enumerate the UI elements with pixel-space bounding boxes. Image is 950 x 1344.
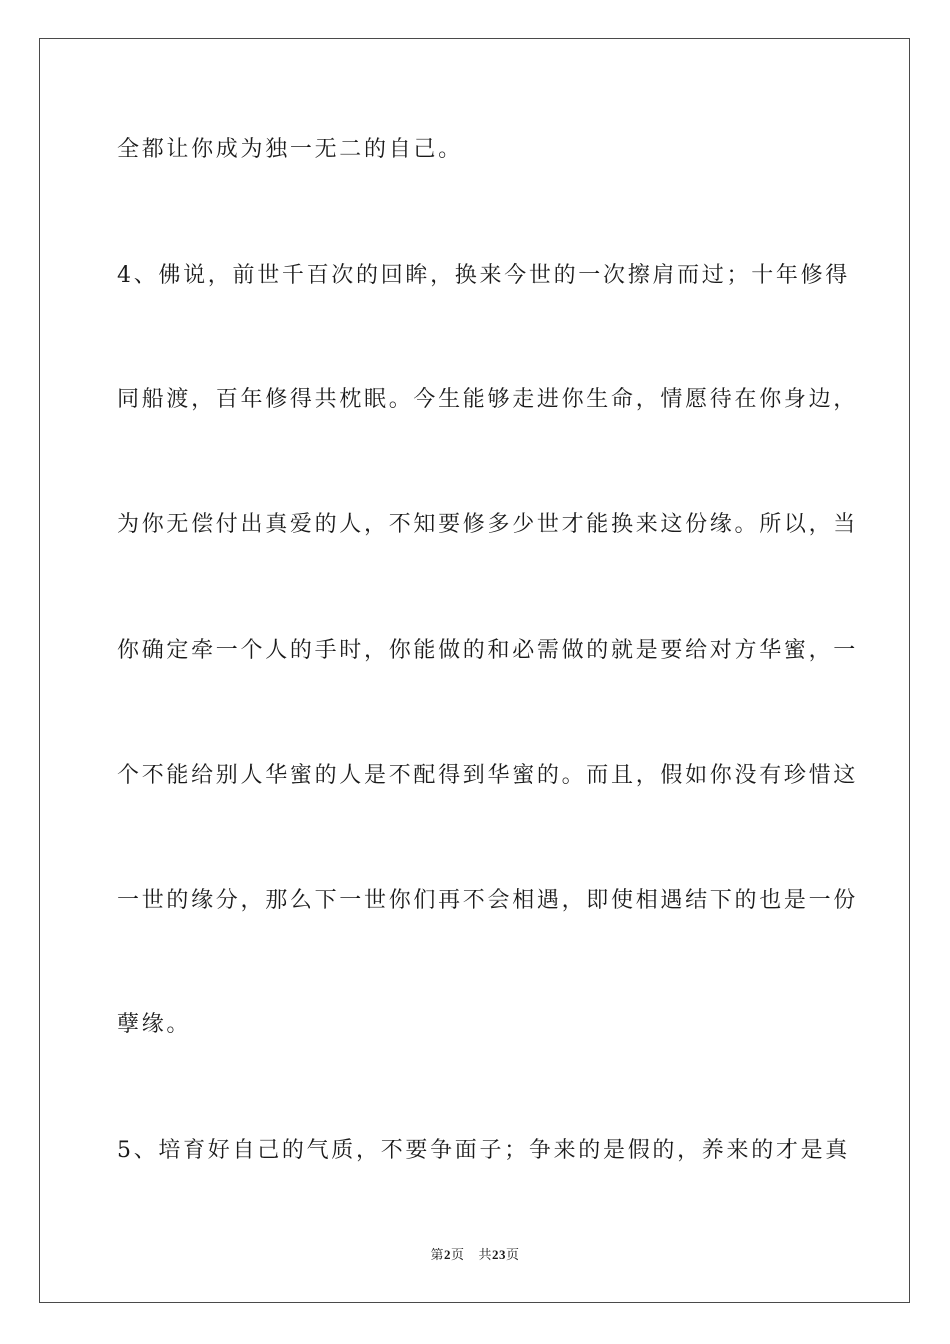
text-line: 个不能给别人华蜜的人是不配得到华蜜的。而且，假如你没有珍惜这 (117, 763, 859, 788)
footer-total-suffix: 页 (505, 1248, 520, 1263)
page-border (39, 38, 910, 1303)
footer-total-prefix: 共 (478, 1248, 492, 1263)
text-line: 孽缘。 (117, 1012, 192, 1037)
page-footer (0, 1246, 950, 1265)
footer-page-prefix: 第 (430, 1248, 445, 1263)
text-line: 同船渡，百年修得共枕眠。今生能够走进你生命，情愿待在你身边， (117, 387, 859, 412)
footer-page-suffix: 页 (451, 1248, 465, 1263)
text-line: 4、佛说，前世千百次的回眸，换来今世的一次擦肩而过；十年修得 (117, 263, 850, 288)
text-line: 全都让你成为独一无二的自己。 (117, 137, 463, 162)
text-line: 为你无偿付出真爱的人，不知要修多少世才能换来这份缘。所以，当 (117, 512, 859, 537)
text-line: 你确定牵一个人的手时，你能做的和必需做的就是要给对方华蜜，一 (117, 638, 859, 663)
text-line: 一世的缘分，那么下一世你们再不会相遇，即使相遇结下的也是一份 (117, 888, 859, 913)
footer-total-pages: 23 (491, 1247, 506, 1262)
text-line: 5、培育好自己的气质，不要争面子；争来的是假的，养来的才是真 (117, 1138, 850, 1163)
footer-page-number: 2 (444, 1247, 452, 1262)
